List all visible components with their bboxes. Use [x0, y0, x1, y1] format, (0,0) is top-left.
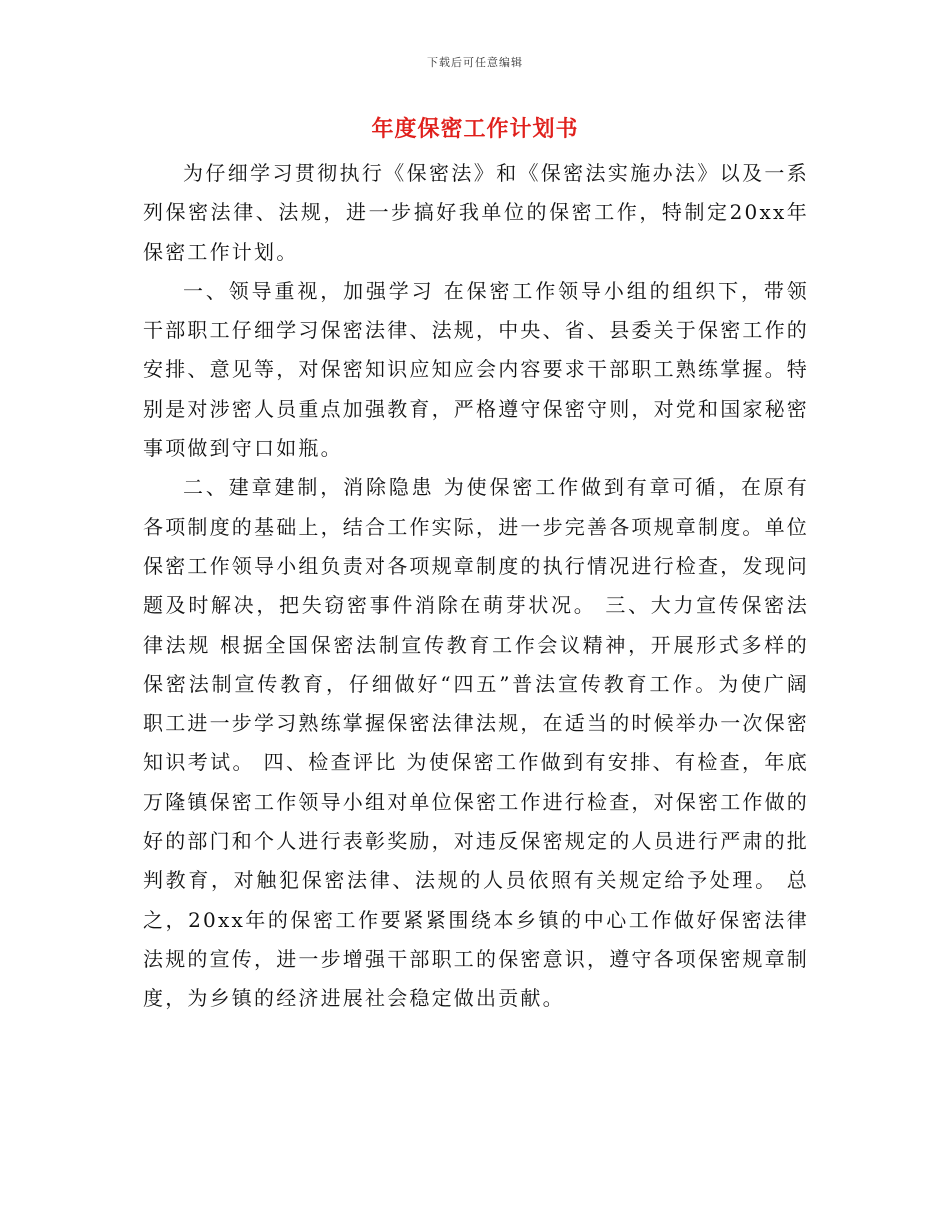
paragraph-intro: 为仔细学习贯彻执行《保密法》和《保密法实施办法》以及一系列保密法律、法规，进一步搞好我单位的保密工作，特制定20xx年保密工作计划。: [143, 161, 809, 264]
paragraph-section-2-4: 二、建章建制，消除隐患 为使保密工作做到有章可循，在原有各项制度的基础上，结合工作实际，进一步完善各项规章制度。单位保密工作领导小组负责对各项规章制度的执行情况进行检查，发现问题及时解决，把失窃密事件消除在萌芽状况。 三、大力宣传保密法律法规 根据全国保密法制宣传教育工作会议精神，开展形式多样的保密法制宣传教育，仔细做好“四五”普法宣传教育工作。为使广阔职工进一步学习熟练掌握保密法律法规，在适当的时候举办一次保密知识考试。 四、检查评比 为使保密工作做到有安排、有检查，年底万隆镇保密工作领导小组对单位保密工作进行检查，对保密工作做的好的部门和个人进行表彰奖励，对违反保密规定的人员进行严肃的批判教育，对触犯保密法律、法规的人员依照有关规定给予处理。 总之，20xx年的保密工作要紧紧围绕本乡镇的中心工作做好保密法律法规的宣传，进一步增强干部职工的保密意识，遵守各项保密规章制度，为乡镇的经济进展社会稳定做出贡献。: [143, 475, 809, 1011]
page-header-note: 下载后可任意编辑: [427, 56, 523, 69]
document-body: [143, 154, 809, 1019]
paragraph-section-1: 一、领导重视，加强学习 在保密工作领导小组的组织下，带领干部职工仔细学习保密法律、法规，中央、省、县委关于保密工作的安排、意见等，对保密知识应知应会内容要求干部职工熟练掌握。特别是对涉密人员重点加强教育，严格遵守保密守则，对党和国家秘密事项做到守口如瓶。: [143, 278, 809, 461]
document-title: 年度保密工作计划书: [371, 117, 579, 142]
